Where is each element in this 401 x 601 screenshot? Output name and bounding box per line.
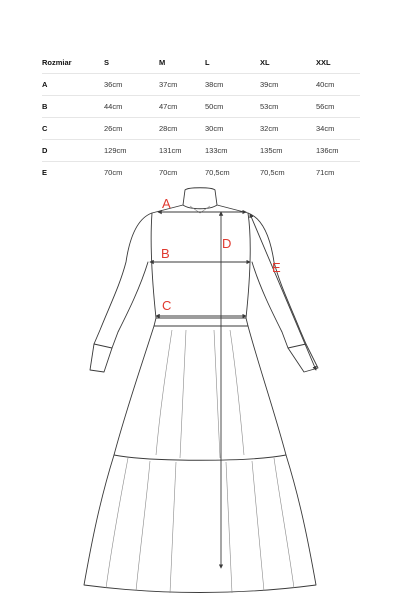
collar — [183, 188, 217, 209]
table-row — [42, 140, 360, 162]
size-table-header — [42, 52, 360, 74]
table-cell: 34cm — [316, 118, 360, 140]
table-cell: 30cm — [205, 118, 260, 140]
header-xxl: XXL — [316, 52, 360, 74]
table-cell: 53cm — [260, 96, 316, 118]
table-cell: 129cm — [104, 140, 159, 162]
table-cell: 39cm — [260, 74, 316, 96]
table-cell: 37cm — [159, 74, 205, 96]
table-cell: 135cm — [260, 140, 316, 162]
dress-measurement-diagram — [0, 180, 401, 601]
table-cell: 70,5cm — [260, 168, 285, 177]
measurement-lines — [150, 212, 316, 568]
table-cell: 136cm — [316, 140, 360, 162]
waistband — [154, 318, 248, 326]
dress-outline — [84, 188, 318, 593]
row-label: D — [42, 140, 104, 162]
table-cell: 38cm — [205, 74, 260, 96]
lower-skirt — [84, 455, 316, 593]
header-size: Rozmiar — [42, 52, 104, 74]
header-m: M — [159, 52, 205, 74]
table-cell: 131cm — [159, 140, 205, 162]
left-cuff — [90, 344, 112, 372]
table-row — [42, 96, 360, 118]
measure-line-e — [250, 214, 316, 370]
table-cell: 70cm — [104, 168, 123, 177]
label-a: A — [162, 196, 171, 211]
label-c: C — [162, 298, 172, 313]
upper-skirt — [114, 326, 286, 460]
table-cell: 40cm — [316, 74, 360, 96]
row-label: B — [42, 96, 104, 118]
table-cell: 36cm — [104, 74, 159, 96]
table-cell: 44cm — [104, 96, 159, 118]
row-label: C — [42, 118, 104, 140]
label-d: D — [222, 236, 232, 251]
table-cell: 70,5cm — [205, 168, 230, 177]
table-cell: 70cm — [159, 168, 178, 177]
table-cell: 133cm — [205, 140, 260, 162]
header-l: L — [205, 52, 260, 74]
left-sleeve — [94, 213, 152, 348]
row-label: A — [42, 74, 104, 96]
label-e: E — [272, 260, 281, 275]
table-cell: 26cm — [104, 118, 159, 140]
label-b: B — [161, 246, 170, 261]
table-row — [42, 118, 360, 140]
row-label: E — [42, 168, 48, 177]
right-sleeve — [248, 213, 306, 348]
table-row — [42, 74, 360, 96]
table-cell: 28cm — [159, 118, 205, 140]
table-cell: 71cm — [316, 168, 335, 177]
header-xl: XL — [260, 52, 316, 74]
table-cell: 32cm — [260, 118, 316, 140]
size-chart-table — [42, 52, 360, 183]
table-cell: 50cm — [205, 96, 260, 118]
table-cell: 47cm — [159, 96, 205, 118]
header-s: S — [104, 52, 159, 74]
right-cuff — [288, 344, 318, 372]
table-cell: 56cm — [316, 96, 360, 118]
